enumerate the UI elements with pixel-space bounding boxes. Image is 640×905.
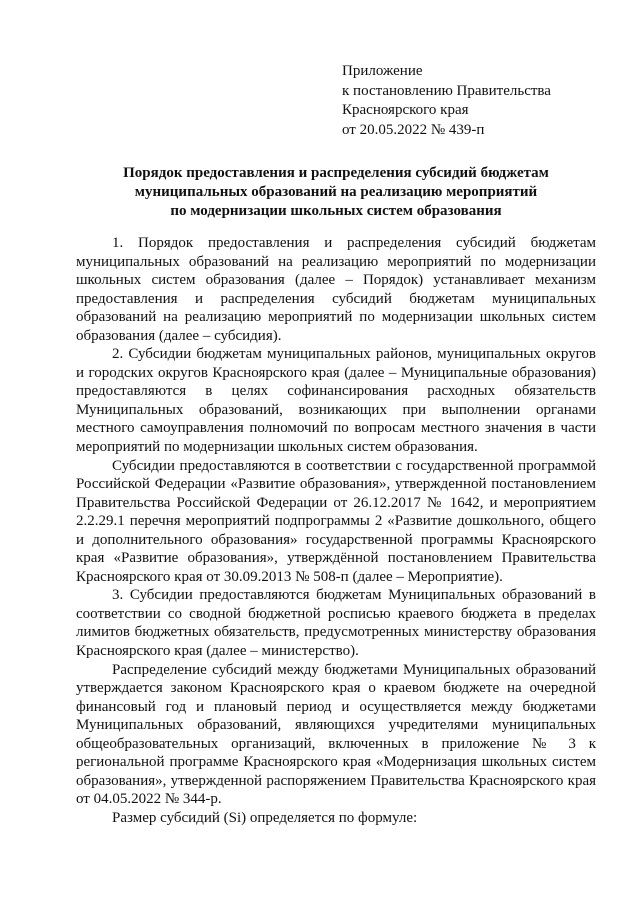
paragraph-3: Субсидии предоставляются в соответствии с государственной программой Российской Федерации «Развитие образования», утвержденной постановлением Правительства Российской Федерации от 26.12.2017 № 1642, и мероприятием 2.2.29.1 перечня мероприятий подпрограммы 2 «Развитие дошкольного, общего и дополнительного образования» государственной программы Красноярского края «Развитие образования», утверждённой постановлением Правительства Красноярского края от 30.09.2013 № 508-п (далее – Мероприятие).	[76, 457, 596, 585]
appendix-line-3: Красноярского края	[342, 102, 469, 118]
appendix-line-1: Приложение	[342, 63, 423, 79]
document-body	[76, 234, 596, 828]
title-line-3: по модернизации школьных систем образования	[170, 203, 502, 219]
title-line-1: Порядок предоставления и распределения субсидий бюджетам	[123, 165, 549, 181]
appendix-block	[342, 62, 612, 140]
document-title	[76, 164, 596, 221]
paragraph-6: Размер субсидий (Si) определяется по формуле:	[112, 809, 418, 826]
title-line-2: муниципальных образований на реализацию мероприятий	[134, 184, 538, 200]
appendix-line-2: к постановлению Правительства	[342, 82, 551, 99]
paragraph-2: 2. Субсидии бюджетам муниципальных районов, муниципальных округов и городских округов Красноярского края (далее – Муниципальные образования) предоставляются в целях софинансирования расходных обязательств Муниципальных образований, возникающих при выполнении органами местного самоуправления полномочий по вопросам местного значения в части мероприятий по модернизации школьных систем образования.	[76, 346, 596, 456]
appendix-line-4: от 20.05.2022 № 439-п	[342, 121, 485, 138]
paragraph-1: 1. Порядок предоставления и распределения субсидий бюджетам муниципальных образований на реализацию мероприятий по модернизации школьных систем образования (далее – Порядок) устанавливает механизм предоставления и распределения субсидий бюджетам муниципальных образований на реализацию мероприятий по модернизации школьных систем образования (далее – субсидия).	[76, 235, 596, 344]
paragraph-5: Распределение субсидий между бюджетами Муниципальных образований утверждается законом Красноярского края о краевом бюджете на очередной финансовый год и плановый период и осуществляется между бюджетами Муниципальных образований, являющихся учредителями муниципальных общеобразовательных организаций, включенных в приложение № 3 к региональной программе Красноярского края «Модернизация школьных систем образования», утвержденной распоряжением Правительства Красноярского края от 04.05.2022 № 344-р.	[76, 661, 596, 808]
paragraph-4: 3. Субсидии предоставляются бюджетам Муниципальных образований в соответствии со сводной бюджетной росписью краевого бюджета в пределах лимитов бюджетных обязательств, предусмотренных министерству образования Красноярского края (далее – министерство).	[76, 587, 596, 660]
